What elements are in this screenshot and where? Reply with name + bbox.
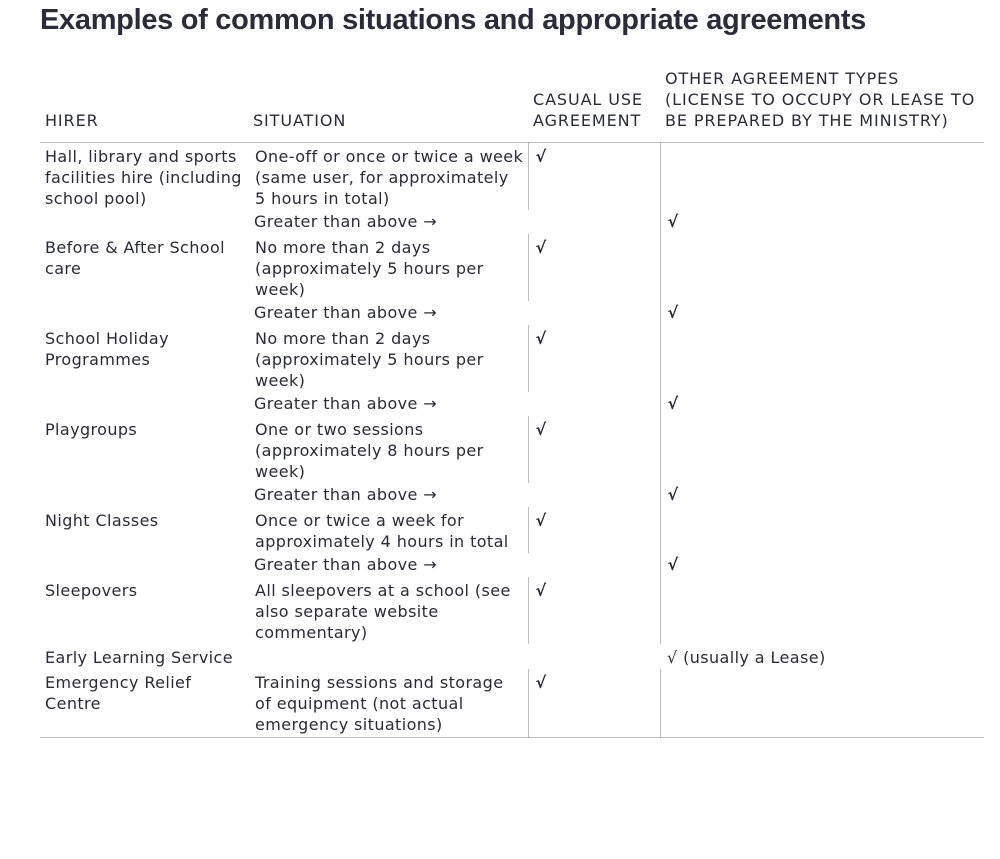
casual-cell	[528, 644, 660, 669]
hirer-cell: Early Learning Service	[45, 648, 233, 667]
header-hirer: HIRER	[40, 68, 248, 143]
table-row	[40, 669, 984, 738]
other-cell	[660, 507, 984, 553]
situation-cell: No more than 2 days (approximately 5 hours per week)	[248, 234, 528, 301]
other-check-icon: √	[667, 303, 679, 322]
table-row-greater	[40, 553, 984, 577]
header-casual-use-agreement: CASUAL USE AGREEMENT	[528, 68, 660, 143]
hirer-cell: School Holiday Programmes	[45, 329, 169, 369]
other-cell	[660, 577, 984, 644]
table-row	[40, 507, 984, 553]
greater-than-above-label: Greater than above →	[254, 485, 438, 504]
other-cell	[660, 143, 984, 211]
other-check-icon: √	[667, 212, 679, 231]
hirer-cell: Hall, library and sports facilities hire (including school pool)	[45, 147, 242, 208]
casual-check-icon: √	[528, 143, 660, 211]
table-row-greater	[40, 210, 984, 234]
table-row	[40, 644, 984, 669]
header-other-agreement-types: OTHER AGREEMENT TYPES (LICENSE TO OCCUPY OR LEASE TO BE PREPARED BY THE MINISTRY)	[660, 68, 984, 143]
hirer-cell: Night Classes	[45, 511, 159, 530]
table-row	[40, 234, 984, 301]
situation-cell: One or two sessions (approximately 8 hours per week)	[248, 416, 528, 483]
table-row	[40, 577, 984, 644]
greater-than-above-label: Greater than above →	[254, 212, 438, 231]
page-title: Examples of common situations and appropriate agreements	[40, 4, 867, 36]
other-cell	[660, 416, 984, 483]
greater-than-above-label: Greater than above →	[254, 555, 438, 574]
other-check-icon: √	[667, 394, 679, 413]
greater-than-above-label: Greater than above →	[254, 394, 438, 413]
other-check-icon: √	[667, 555, 679, 574]
casual-check-icon: √	[528, 507, 660, 553]
other-check-icon: √ (usually a Lease)	[667, 648, 826, 667]
hirer-cell: Before & After School care	[45, 238, 225, 278]
situation-cell: One-off or once or twice a week (same user, for approximately 5 hours in total)	[248, 143, 528, 211]
situation-cell: Training sessions and storage of equipment (not actual emergency situations)	[248, 669, 528, 738]
situation-cell: No more than 2 days (approximately 5 hours per week)	[248, 325, 528, 392]
situation-cell: All sleepovers at a school (see also separate website commentary)	[248, 577, 528, 644]
casual-check-icon: √	[528, 325, 660, 392]
table-row	[40, 416, 984, 483]
table-row-greater	[40, 483, 984, 507]
casual-check-icon: √	[528, 577, 660, 644]
casual-check-icon: √	[528, 416, 660, 483]
table-row	[40, 143, 984, 211]
hirer-cell: Emergency Relief Centre	[40, 669, 248, 738]
other-cell	[660, 325, 984, 392]
casual-check-icon: √	[528, 234, 660, 301]
hirer-cell: Playgroups	[45, 420, 138, 439]
other-cell	[660, 669, 984, 738]
situation-cell: Once or twice a week for approximately 4 hours in total	[248, 507, 528, 553]
table-row-greater	[40, 392, 984, 416]
header-situation: SITUATION	[248, 68, 528, 143]
agreements-table	[40, 68, 984, 738]
situation-cell	[248, 644, 528, 669]
table-row	[40, 325, 984, 392]
hirer-cell: Sleepovers	[45, 581, 138, 600]
other-cell	[660, 234, 984, 301]
table-header-row	[40, 68, 984, 143]
other-check-icon: √	[667, 485, 679, 504]
greater-than-above-label: Greater than above →	[254, 303, 438, 322]
table-row-greater	[40, 301, 984, 325]
casual-check-icon: √	[528, 669, 660, 738]
